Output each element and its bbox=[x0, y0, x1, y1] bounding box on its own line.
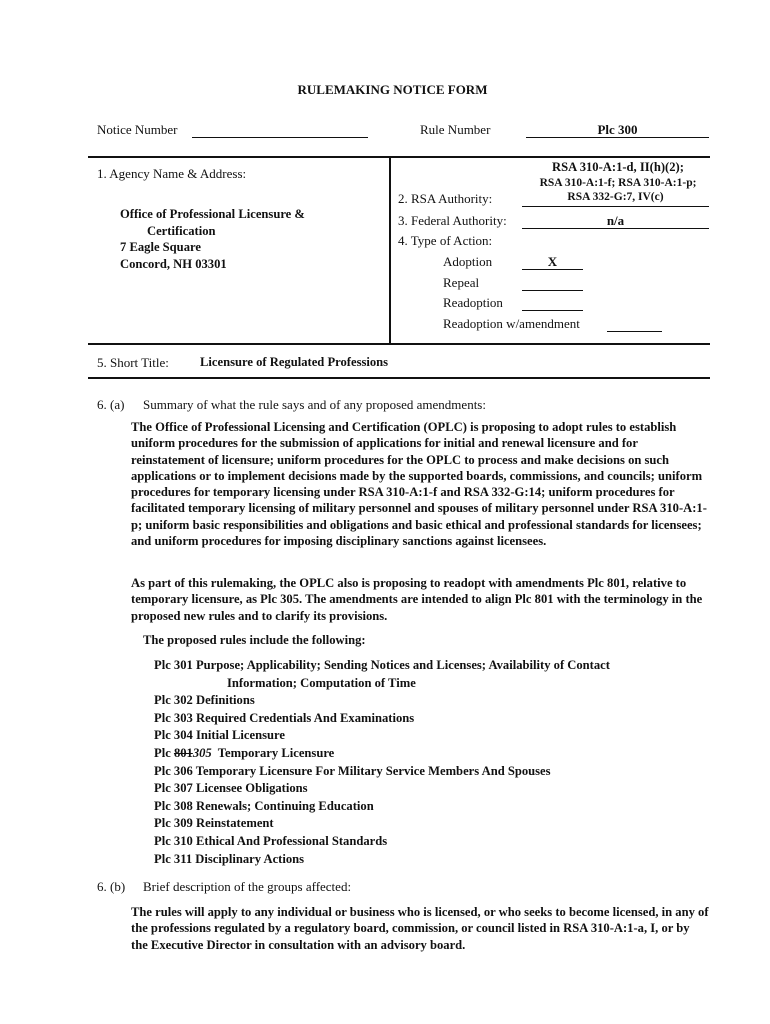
list-item bbox=[154, 745, 610, 763]
list-item: Plc 303 Required Credentials And Examinations bbox=[154, 710, 415, 725]
section-6a-heading: Summary of what the rule says and of any proposed amendments: bbox=[143, 397, 486, 412]
list-item: Plc 301 Purpose; Applicability; Sending Notices and Licenses; Availability of Contact bbox=[154, 658, 610, 672]
new-rule-number: 305 bbox=[192, 745, 212, 760]
notice-number-label: Notice Number bbox=[97, 122, 178, 137]
list-item: Plc 310 Ethical And Professional Standards bbox=[154, 833, 388, 848]
repeal-label: Repeal bbox=[443, 275, 480, 290]
agency-label: 1. Agency Name & Address: bbox=[97, 166, 247, 181]
rsa-authority-line3: RSA 332-G:7, IV(c) bbox=[522, 191, 709, 207]
readoption-label: Readoption bbox=[443, 295, 503, 310]
rule-number-field[interactable]: Plc 300 bbox=[526, 122, 709, 138]
readoption-amend-label: Readoption w/amendment bbox=[443, 316, 580, 331]
list-item: Plc 308 Renewals; Continuing Education bbox=[154, 798, 374, 813]
short-title-rule bbox=[88, 377, 710, 379]
agency-street: 7 Eagle Square bbox=[120, 240, 201, 254]
rule-prefix: Plc bbox=[154, 745, 174, 760]
rsa-authority-label: 2. RSA Authority: bbox=[398, 191, 493, 206]
repeal-checkbox[interactable] bbox=[522, 275, 583, 291]
section-6b-para: The rules will apply to any individual or business who is licensed, or who seeks to become licensed, in any of the professions regulated by a regulatory board, commission, or council listed in RSA 310-A:1-a, I, or by the Executive Director in consultation with an advisory board. bbox=[131, 905, 709, 952]
rule-number-label: Rule Number bbox=[420, 122, 491, 137]
agency-name-line2: Certification bbox=[147, 223, 216, 238]
divider-line bbox=[389, 156, 391, 344]
section-6a-para1: The Office of Professional Licensing and Certification (OPLC) is proposing to adopt rules to establish uniform procedures for the submission of applications for initial and renewal licensure and for reinstatement of licensure; uniform procedures for the OPLC to process and make decisions on such applications or to implement decisions made by the supported boards, commissions, and councils; uniform procedures for temporary licensing under RSA 310-A:1-f and RSA 332-G:14; uniform procedures for facilitated temporary licensing of military personnel and spouses of military personnel under RSA 310-A:1-p; uniform basic responsibilities and obligations and basic ethical and professional standards for licensees; and uniform procedures for imposing disciplinary sanctions against licensees. bbox=[131, 420, 707, 549]
rsa-authority-line2: RSA 310-A:1-f; RSA 310-A:1-p; bbox=[539, 177, 697, 189]
adoption-label: Adoption bbox=[443, 254, 493, 269]
list-item: Plc 306 Temporary Licensure For Military Service Members And Spouses bbox=[154, 763, 551, 778]
adoption-checkbox[interactable]: X bbox=[522, 254, 583, 270]
box-bottom-line bbox=[88, 343, 710, 345]
rules-list bbox=[154, 657, 610, 868]
struck-rule-number: 801 bbox=[173, 745, 193, 760]
federal-authority-label: 3. Federal Authority: bbox=[398, 213, 507, 228]
list-item: Plc 307 Licensee Obligations bbox=[154, 781, 308, 796]
section-6a-number: 6. (a) bbox=[97, 397, 125, 412]
rules-list-intro: The proposed rules include the following: bbox=[143, 633, 366, 647]
form-title: RULEMAKING NOTICE FORM bbox=[297, 82, 488, 97]
list-item: Plc 304 Initial Licensure bbox=[154, 728, 285, 743]
readoption-amend-checkbox[interactable] bbox=[607, 316, 662, 332]
short-title-label: 5. Short Title: bbox=[97, 355, 169, 370]
list-item: Plc 309 Reinstatement bbox=[154, 816, 274, 831]
readoption-checkbox[interactable] bbox=[522, 295, 583, 311]
type-of-action-label: 4. Type of Action: bbox=[398, 233, 493, 248]
notice-number-field[interactable] bbox=[192, 122, 368, 138]
list-item: Plc 311 Disciplinary Actions bbox=[154, 851, 305, 866]
top-rule-line bbox=[88, 156, 710, 158]
list-item: Plc 302 Definitions bbox=[154, 693, 255, 708]
section-6b-heading: Brief description of the groups affected: bbox=[143, 879, 352, 894]
rule-title: Temporary Licensure bbox=[211, 745, 335, 760]
list-item: Information; Computation of Time bbox=[227, 675, 416, 690]
section-6b-number: 6. (b) bbox=[97, 879, 126, 894]
agency-city: Concord, NH 03301 bbox=[120, 256, 227, 271]
agency-name-line1: Office of Professional Licensure & bbox=[120, 207, 305, 221]
short-title-value: Licensure of Regulated Professions bbox=[200, 355, 389, 369]
rsa-authority-line1: RSA 310-A:1-d, II(h)(2); bbox=[552, 160, 684, 174]
section-6a-para2: As part of this rulemaking, the OPLC also is proposing to readopt with amendments Plc 801, relative to temporary licensure, as Plc 305. The amendments are intended to align Plc 801 with the terminology in the proposed new rules and to clarify its provisions. bbox=[131, 576, 703, 623]
agency-address bbox=[120, 206, 305, 272]
federal-authority-value[interactable]: n/a bbox=[522, 213, 709, 229]
